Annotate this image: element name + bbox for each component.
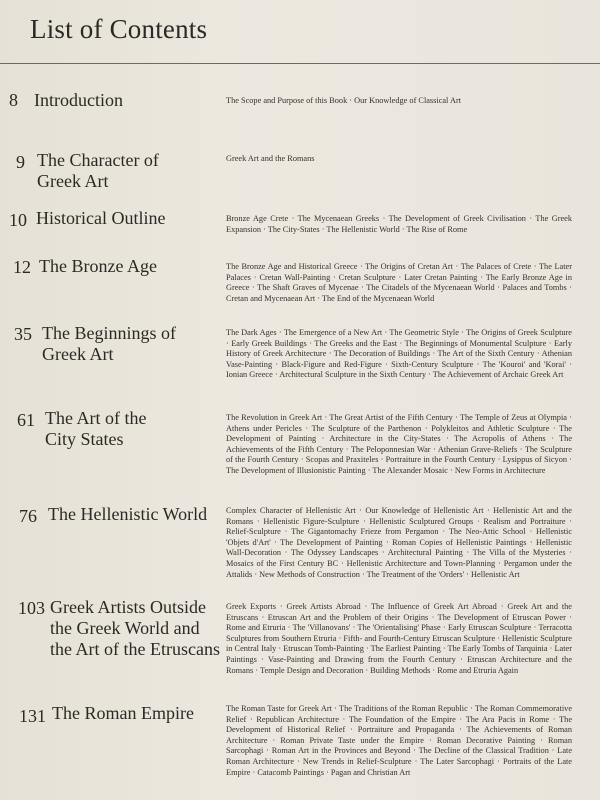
toc-chapter-title: Introduction <box>34 90 123 110</box>
toc-page-number: 8 <box>9 90 18 110</box>
toc-chapter-topics: Complex Character of Hellenistic Art · Our Knowledge of Hellenistic Art · Hellenistic Art and the Romans · Hellenistic Figure-Sculpture · Hellenistic Sculptured Groups · Realism and Portraiture · Relief-Sculpture · The Gigantomachy Frieze from Pergamon · The Neo-Attic School · Hellenistic 'Objets d'Art' · The Development of Painting · Roman Copies of Hellenistic Paintings · Hellenistic Wall-Decoration · The Odyssey Landscapes · Architectural Painting · The Villa of the Mysteries · Mosaics of the First Century BC · Hellenistic Architecture and Town-Planning · Pergamon under the Attalids · New Methods of Construction · The Treatment of the 'Orders' · Hellenistic Art <box>226 506 572 579</box>
toc-chapter-title: The Art of the City States <box>45 408 147 449</box>
title-divider <box>0 63 600 64</box>
toc-chapter-topics: The Scope and Purpose of this Book · Our Knowledge of Classical Art <box>226 96 462 105</box>
toc-page-number: 103 <box>18 598 45 618</box>
toc-chapter-title: Historical Outline <box>36 208 166 228</box>
toc-chapter-topics: The Revolution in Greek Art · The Great Artist of the Fifth Century · The Temple of Zeus at Olympia · Athens under Pericles · The Sculpture of the Parthenon · Polykleitos and Athletic Sculpture · The Development of Painting · Architecture in the City-States · The Acropolis of Athens · The Achievements of the Fifth Century · The Peloponnesian War · Athenian Grave-Reliefs · The Sculpture of the Fourth Century · Scopas and Praxiteles · Portraiture in the Fourth Century · Lysippus of Sicyon · The Development of Illusionistic Painting · The Alexander Mosaic · New Forms in Architecture <box>226 413 572 475</box>
toc-page-number: 12 <box>13 257 31 277</box>
toc-chapter-title: The Bronze Age <box>39 256 157 276</box>
toc-chapter-topics: The Bronze Age and Historical Greece · The Origins of Cretan Art · The Palaces of Crete · The Later Palaces · Cretan Wall-Painting · Cretan Sculpture · Later Cretan Painting · The Early Bronze Age in Greece · The Shaft Graves of Mycenae · The Citadels of the Mycenaean World · Palaces and Tombs · Cretan and Mycenaean Art · The End of the Mycenaean World <box>226 262 572 303</box>
toc-page-number: 10 <box>9 210 27 230</box>
toc-page-number: 76 <box>19 506 37 526</box>
toc-chapter-title: The Beginnings of Greek Art <box>42 323 176 364</box>
toc-chapter-title: Greek Artists Outside the Greek World and the Art of the Etruscans <box>50 597 220 659</box>
toc-chapter-title: The Character of Greek Art <box>37 150 159 191</box>
toc-chapter-title: The Hellenistic World <box>48 504 208 524</box>
toc-page-number: 9 <box>16 152 25 172</box>
toc-chapter-topics: The Dark Ages · The Emergence of a New Art · The Geometric Style · The Origins of Greek Sculpture · Early Greek Buildings · The Greeks and the East · The Beginnings of Monumental Sculpture · Early History of Greek Architecture · The Decoration of Buildings · The Art of the Sixth Century · Athenian Vase-Painting · Black-Figure and Red-Figure · Sixth-Century Sculpture · The 'Kouroi' and 'Korai' · Ionian Greece · Architectural Sculpture in the Sixth Century · The Achievement of Archaic Greek Art <box>226 328 572 380</box>
toc-chapter-topics: Greek Exports · Greek Artists Abroad · The Influence of Greek Art Abroad · Greek Art and the Etruscans · Etruscan Art and the Problem of their Origins · The Development of Etruscan Power · Rome and Etruria · The 'Villanovans' · The 'Orientalising' Phase · Early Etruscan Sculpture · Terracotta Sculptures from Southern Etruria · Fifth- and Fourth-Century Etruscan Sculpture · Hellenistic Sculpture in Central Italy · Etruscan Tomb-Painting · The Earliest Painting · The Early Tombs of Tarquinia · Later Paintings · Vase-Painting and Drawing from the Fourth Century · Etruscan Architecture and the Romans · Temple Design and Decoration · Building Methods · Rome and Etruria Again <box>226 602 572 675</box>
toc-page-number: 35 <box>14 324 32 344</box>
page-title: List of Contents <box>30 14 208 44</box>
toc-chapter-title: The Roman Empire <box>52 703 194 723</box>
toc-chapter-topics: Bronze Age Crete · The Mycenaean Greeks · The Development of Greek Civilisation · The Greek Expansion · The City-States · The Hellenistic World · The Rise of Rome <box>226 214 572 234</box>
toc-chapter-topics: Greek Art and the Romans <box>226 154 315 163</box>
toc-page-number: 61 <box>17 410 35 430</box>
toc-page-number: 131 <box>19 706 46 726</box>
toc-chapter-topics: The Roman Taste for Greek Art · The Traditions of the Roman Republic · The Roman Commemorative Relief · Republican Architecture · The Foundation of the Empire · The Ara Pacis in Rome · The Development of Historical Relief · Portraiture and Propaganda · The Achievements of Roman Architecture · Roman Private Taste under the Empire · Roman Decorative Painting · Roman Sarcophagi · Roman Art in the Provinces and Beyond · The Decline of the Classical Tradition · Late Roman Architecture · New Trends in Relief-Sculpture · The Later Sarcophagi · Portraits of the Late Empire · Catacomb Paintings · Pagan and Christian Art <box>226 704 572 777</box>
